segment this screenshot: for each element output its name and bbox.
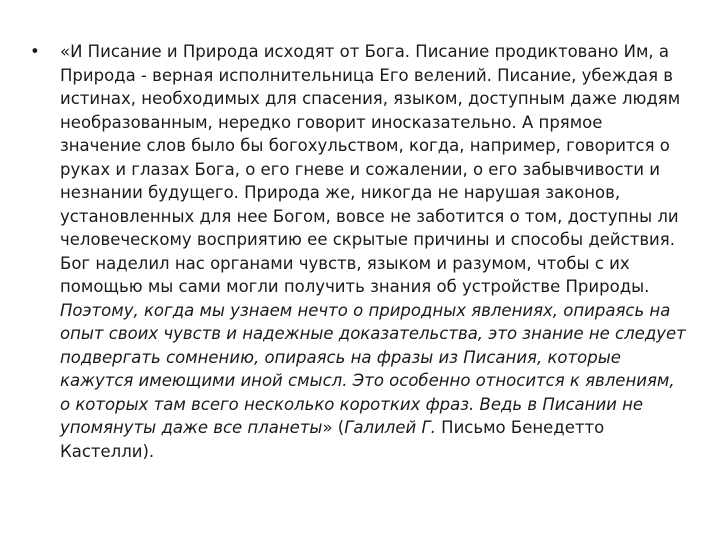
- author-name: Галилей Г.: [344, 418, 436, 437]
- quote-normal-part-1: «И Писание и Природа исходят от Бога. Писание продиктовано Им, а Природа - верная исполнительница Его велений. Писание, убеждая в истинах, необходимых для спасения, языком, доступным даже людям необразованным, нередко говорит иносказательно. А прямое значение слов было бы богохульством, когда, например, говорится о руках и глазах Бога, о его гневе и сожалении, о его забывчивости и незнании будущего. Природа же, никогда не нарушая законов, установленных для нее Богом, вовсе не заботится о том, доступны ли человеческому восприятию ее скрытые причины и способы действия. Бог наделил нас органами чувств, языком и разумом, чтобы с их помощью мы сами могли получить знания об устройстве Природы.: [60, 42, 681, 296]
- quote-italic-part: Поэтому, когда мы узнаем нечто о природных явлениях, опираясь на опыт своих чувств и надежные доказательства, это знание не следует подвергать сомнению, опираясь на фразы из Писания, которые кажутся имеющими иной смысл. Это особенно относится к явлениям, о которых там всего несколько коротких фраз. Ведь в Писании не упомянуты даже все планеты: [60, 300, 686, 437]
- quote-close: » (: [322, 418, 345, 437]
- bullet-icon: •: [30, 42, 40, 61]
- source-title: Письмо Бенедетто Кастелли).: [60, 418, 605, 461]
- bullet-item: [30, 40, 686, 463]
- quote-text: [38, 40, 686, 463]
